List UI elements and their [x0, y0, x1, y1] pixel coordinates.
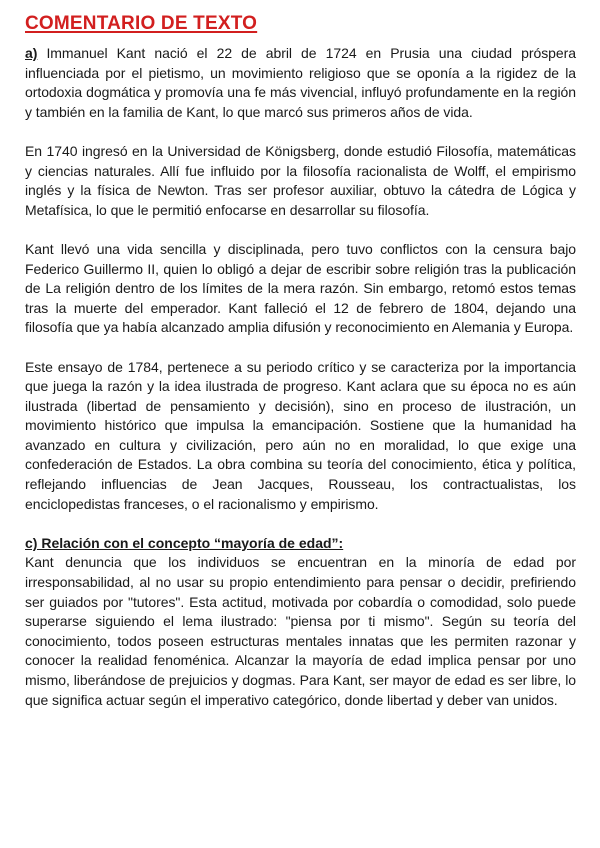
paragraph-c-1: Kant denuncia que los individuos se encuentran en la minoría de edad por irresponsabilidad, al no usar su propio entendimiento para pensar o decidir, prefiriendo ser guiados por "tutores". Esta actitud, motivada por cobardía o comodidad, solo puede superarse siguiendo el lema ilustrado: "piensa por ti mismo". Según su teoría del conocimiento, todos poseen estructuras mentales innatas que les permiten razonar y conocer la realidad fenoménica. Alcanzar la mayoría de edad implica pensar por uno mismo, liberándose de prejuicios y dogmas. Para Kant, ser mayor de edad es ser libre, lo que significa actuar según el imperativo categórico, donde libertad y deber van unidos. — [25, 554, 576, 708]
paragraph-a-4: Este ensayo de 1784, pertenece a su periodo crítico y se caracteriza por la importancia que juega la razón y la idea ilustrada de progreso. Kant aclara que su época no es aún ilustrada (libertad de pensamiento y decisión), sino en proceso de ilustración, un movimiento histórico que impulsa la emancipación. Sostiene que la humanidad ha avanzado en cultura y civilización, pero aún no en moralidad, lo que exige una confederación de Estados. La obra combina su teoría del conocimiento, ética y política, reflejando influencias de Jean Jacques, Rousseau, los contractualistas, los enciclopedistas franceses, o el racionalismo y empirismo. — [25, 358, 576, 512]
paragraph-a-2: En 1740 ingresó en la Universidad de Königsberg, donde estudió Filosofía, matemáticas y ciencias naturales. Allí fue influido por la filosofía racionalista de Wolff, el empirismo inglés y la física de Newton. Tras ser profesor auxiliar, obtuvo la cátedra de Lógica y Metafísica, lo que le permitió enfocarse en desarrollar su filosofía. — [25, 142, 576, 218]
document-page — [25, 12, 576, 710]
paragraph-a-1-text: Immanuel Kant nació el 22 de abril de 1724 en Prusia una ciudad próspera influenciada por el pietismo, un movimiento religioso que se oponía a la rigidez de la ortodoxia dogmática y promovía una fe más vivencial, influyó profundamente en la región y también en la familia de Kant, lo que marcó sus primeros años de vida. — [25, 45, 576, 120]
section-a-marker: a) — [25, 45, 38, 61]
document-title: COMENTARIO DE TEXTO — [25, 13, 258, 34]
paragraph-a-1 — [25, 44, 576, 122]
paragraph-a-3: Kant llevó una vida sencilla y disciplinada, pero tuvo conflictos con la censura bajo Federico Guillermo II, quien lo obligó a dejar de escribir sobre religión tras la publicación de La religión dentro de los límites de la mera razón. Sin embargo, retomó estos temas tras la muerte del emperador. Kant falleció el 12 de febrero de 1804, dejando una filosofía que ya había alcanzado amplia difusión y reconocimiento en Alemania y Europa. — [25, 240, 576, 336]
section-c-heading: c) Relación con el concepto “mayoría de edad”: — [25, 534, 344, 551]
